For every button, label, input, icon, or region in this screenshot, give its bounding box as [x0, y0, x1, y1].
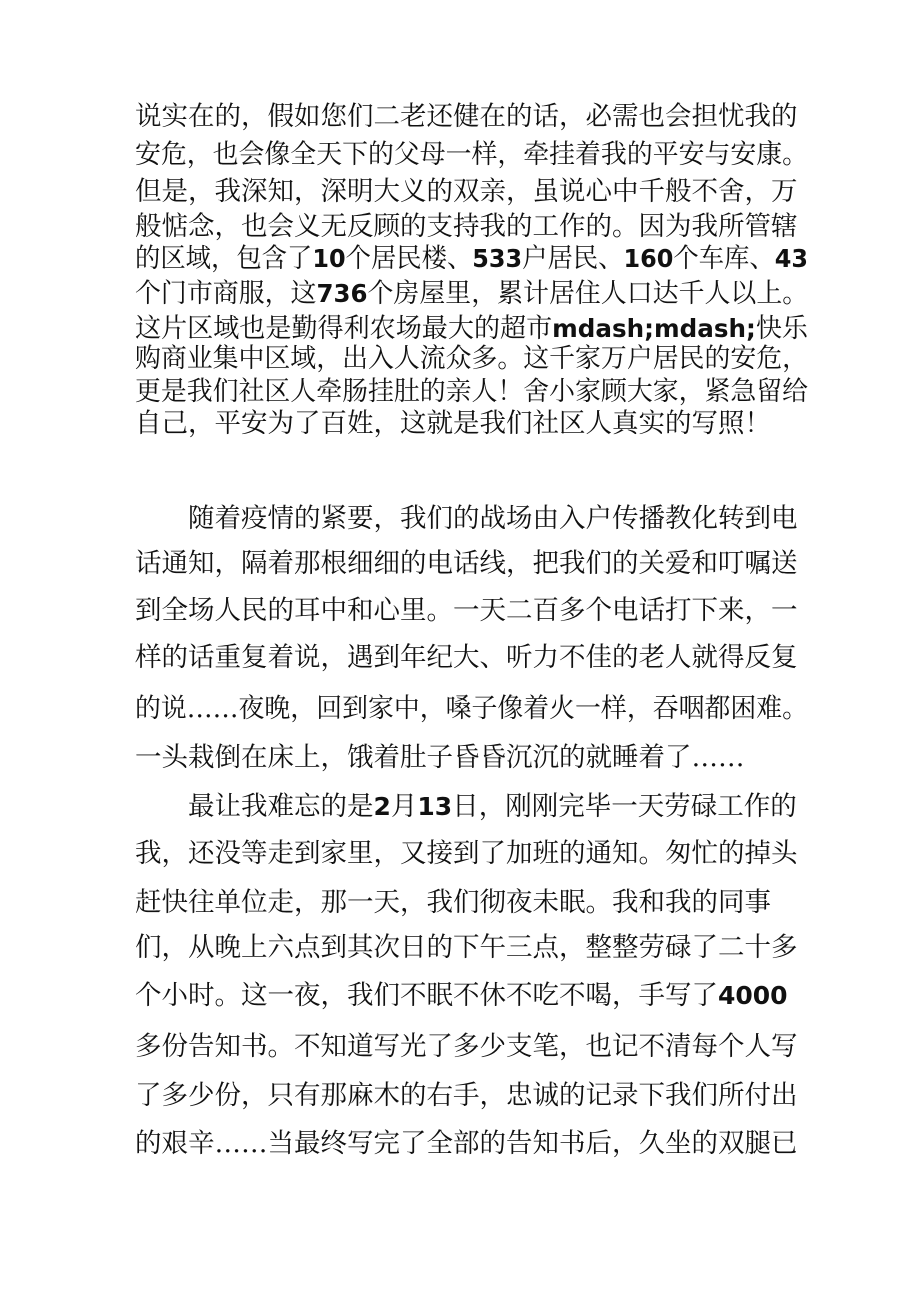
paragraph-1-line-7: [135, 312, 808, 346]
paragraph-2-line-2: 话通知，隔着那根细细的电话线，把我们的关爱和叮嘱送: [135, 548, 798, 579]
number-run: 43: [774, 244, 808, 273]
paragraph-1-line-6: [135, 277, 808, 311]
paragraph-3-line-6: 多份告知书。不知道写光了多少支笔，也记不清每个人写: [135, 1031, 798, 1062]
text-run: 个小时。这一夜，我们不眠不休不吃不喝，手写了: [135, 980, 718, 1011]
paragraph-3-line-8: 的艰辛……当最终写完了全部的告知书后，久坐的双腿已: [135, 1128, 798, 1159]
paragraph-1-line-9: 更是我们社区人牵肠挂肚的亲人！舍小家顾大家，紧急留给: [135, 376, 809, 407]
paragraph-2-line-1: 随着疫情的紧要，我们的战场由入户传播教化转到电: [188, 503, 798, 534]
paragraph-1-line-1: 说实在的，假如您们二老还健在的话，必需也会担忧我的: [135, 101, 798, 132]
number-run: 2: [373, 792, 391, 821]
number-run: 533: [472, 244, 523, 273]
paragraph-1-line-8: 购商业集中区域，出入人流众多。这千家万户居民的安危，: [135, 343, 809, 374]
paragraph-3-line-5: [135, 979, 788, 1013]
text-run: 户居民、: [522, 243, 624, 274]
number-run: 160: [623, 244, 674, 273]
paragraph-3-line-3: 赶快往单位走，那一天，我们彻夜未眠。我和我的同事: [135, 887, 771, 918]
paragraph-2-line-4: 样的话重复着说，遇到年纪大、听力不佳的老人就得反复: [135, 642, 798, 673]
paragraph-3-line-7: 了多少份，只有那麻木的右手，忠诚的记录下我们所付出: [135, 1080, 798, 1111]
paragraph-3-line-1: [188, 790, 797, 824]
paragraph-1-line-4: 般惦念，也会义无反顾的支持我的工作的。因为我所管辖: [135, 211, 798, 242]
text-run: 这片区域也是勤得利农场最大的超市: [135, 313, 553, 344]
paragraph-2-line-3: 到全场人民的耳中和心里。一天二百多个电话打下来，一: [135, 595, 798, 626]
paragraph-1-line-5: [135, 242, 808, 276]
paragraph-3-line-2: 我，还没等走到家里，又接到了加班的通知。匆忙的掉头: [135, 838, 798, 869]
text-run: 个车库、: [673, 243, 775, 274]
text-run: 个门市商服，这: [135, 278, 317, 309]
paragraph-3-line-4: 们，从晚上六点到其次日的下午三点，整整劳碌了二十多: [135, 932, 798, 963]
text-run: 快乐: [755, 313, 808, 344]
paragraph-1-line-10: 自己，平安为了百姓，这就是我们社区人真实的写照！: [135, 408, 771, 439]
paragraph-2-line-5: 的说……夜晚，回到家中，嗓子像着火一样，吞咽都困难。: [135, 693, 809, 724]
number-run: 10: [312, 244, 346, 273]
text-run: 的区域，包含了: [135, 243, 313, 274]
number-run: 736: [316, 279, 368, 308]
number-run: 13: [417, 792, 453, 821]
text-run: 个居民楼、: [345, 243, 473, 274]
text-run: 月: [390, 791, 418, 822]
paragraph-2-line-6: 一头栽倒在床上，饿着肚子昏昏沉沉的就睡着了……: [135, 742, 745, 773]
text-run: 日，刚刚完毕一天劳碌工作的: [452, 791, 797, 822]
paragraph-1-line-3: 但是，我深知，深明大义的双亲，虽说心中千般不舍，万: [135, 176, 798, 207]
number-run: mdash;mdash;: [552, 314, 756, 343]
text-run: 最让我难忘的是: [188, 791, 374, 822]
text-run: 个房屋里，累计居住人口达千人以上。: [367, 278, 809, 309]
paragraph-1-line-2: 安危，也会像全天下的父母一样，牵挂着我的平安与安康。: [135, 139, 809, 170]
number-run: 4000: [718, 981, 788, 1010]
